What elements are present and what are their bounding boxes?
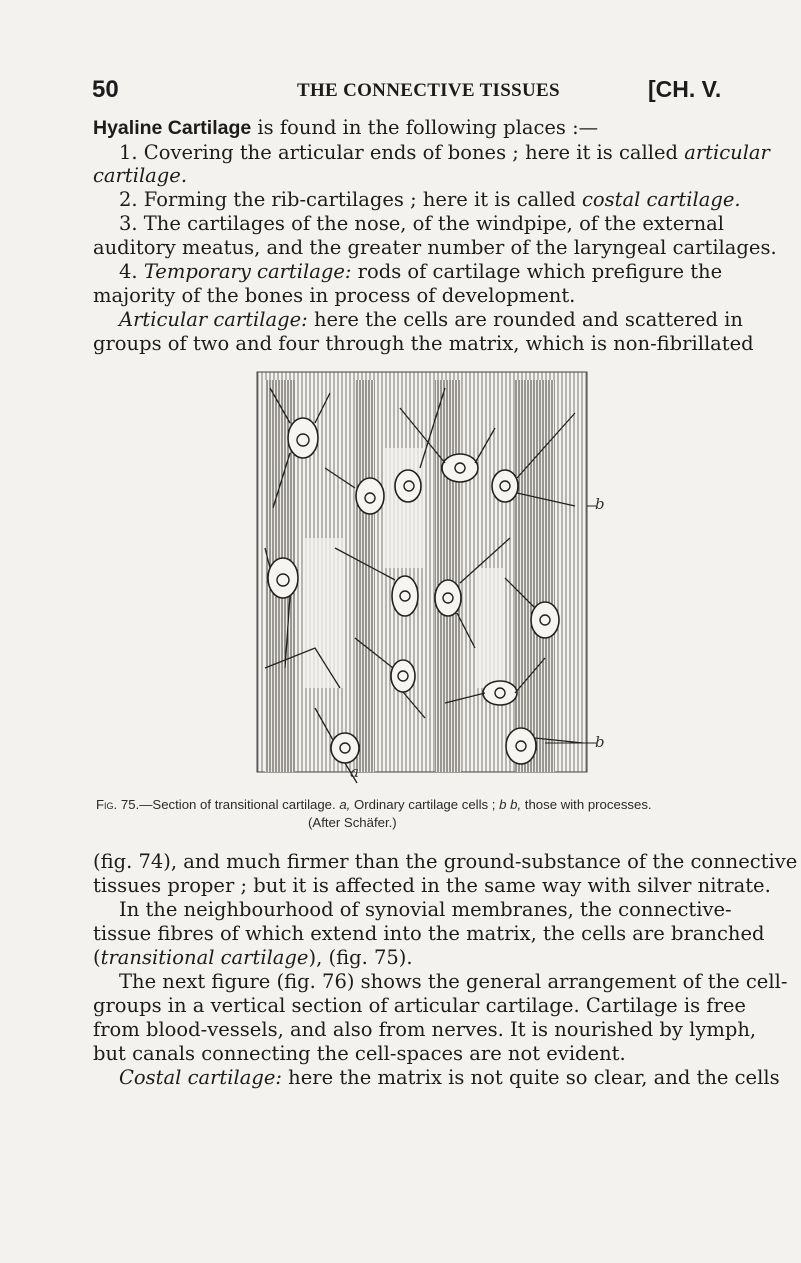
item3-line1: 3. The cartilages of the nose, of the windpipe, of the external	[119, 212, 725, 235]
item3-line2: auditory meatus, and the greater number of the laryngeal cartilages.	[93, 236, 777, 259]
item1-line1	[119, 141, 770, 164]
articular-line1	[119, 308, 743, 331]
body-line-3: In the neighbourhood of synovial membranes, the connective-	[119, 898, 732, 921]
caption-fig-number: Fig. 75.	[96, 797, 140, 812]
figure-credit: (After Schäfer.)	[308, 815, 397, 830]
item1-line2	[93, 164, 187, 187]
heading-rest: is found in the following places :—	[251, 116, 599, 139]
figure-75-illustration	[245, 368, 605, 784]
item1-italic: articular	[684, 141, 770, 164]
page-number: 50	[92, 76, 119, 103]
figure-caption	[96, 797, 721, 812]
body-line-5-open: (	[93, 946, 101, 969]
figure-label-a: a	[350, 763, 359, 781]
body-line-10-rest: here the matrix is not quite so clear, and the cells	[281, 1066, 780, 1089]
item2-italic: costal cartilage.	[581, 188, 741, 211]
running-title: THE CONNECTIVE TISSUES	[297, 80, 560, 101]
body-line-6: The next figure (fig. 76) shows the general arrangement of the cell-	[119, 970, 788, 993]
item1-text: 1. Covering the articular ends of bones ; here it is called	[119, 141, 685, 164]
item4-italic: Temporary cartilage:	[143, 260, 352, 283]
caption-mid: Ordinary cartilage cells ;	[350, 797, 500, 812]
caption-bb: b b,	[499, 797, 522, 812]
paragraph-heading-line	[93, 116, 598, 140]
item4-rest: rods of cartilage which prefigure the	[351, 260, 723, 283]
caption-a: a,	[339, 797, 351, 812]
body-line-5-rest: ), (fig. 75).	[308, 946, 413, 969]
item2-text: 2. Forming the rib-cartilages ; here it is called	[119, 188, 582, 211]
body-line-7: groups in a vertical section of articular cartilage. Cartilage is free	[93, 994, 746, 1017]
item4-line1	[119, 260, 722, 283]
body-line-4: tissue fibres of which extend into the matrix, the cells are branched	[93, 922, 765, 945]
item4-prefix: 4.	[119, 260, 144, 283]
item4-line2: majority of the bones in process of development.	[93, 284, 576, 307]
body-line-1: (fig. 74), and much firmer than the ground-substance of the connective	[93, 850, 798, 873]
item2-line	[119, 188, 741, 211]
caption-text: —Section of transitional cartilage.	[139, 797, 340, 812]
articular-line2: groups of two and four through the matrix, which is non-fibrillated	[93, 332, 754, 355]
articular-rest: here the cells are rounded and scattered in	[307, 308, 743, 331]
body-line-9: but canals connecting the cell-spaces are not evident.	[93, 1042, 626, 1065]
figure-label-b-upper: b	[595, 495, 605, 513]
body-line-10	[119, 1066, 780, 1089]
body-line-10-italic: Costal cartilage:	[119, 1066, 282, 1089]
chapter-label: [CH. V.	[648, 76, 722, 102]
item1-line2-text: cartilage.	[93, 164, 188, 187]
body-line-2: tissues proper ; but it is affected in the same way with silver nitrate.	[93, 874, 771, 897]
figure-label-b-lower: b	[595, 733, 605, 751]
body-line-5-italic: transitional cartilage	[100, 946, 309, 969]
heading-hyaline-cartilage: Hyaline Cartilage	[93, 117, 252, 139]
body-line-5	[93, 946, 413, 969]
cartilage-section-drawing	[245, 368, 605, 784]
caption-end: those with processes.	[521, 797, 652, 812]
articular-italic: Articular cartilage:	[119, 308, 308, 331]
body-line-8: from blood-vessels, and also from nerves. It is nourished by lymph,	[93, 1018, 757, 1041]
